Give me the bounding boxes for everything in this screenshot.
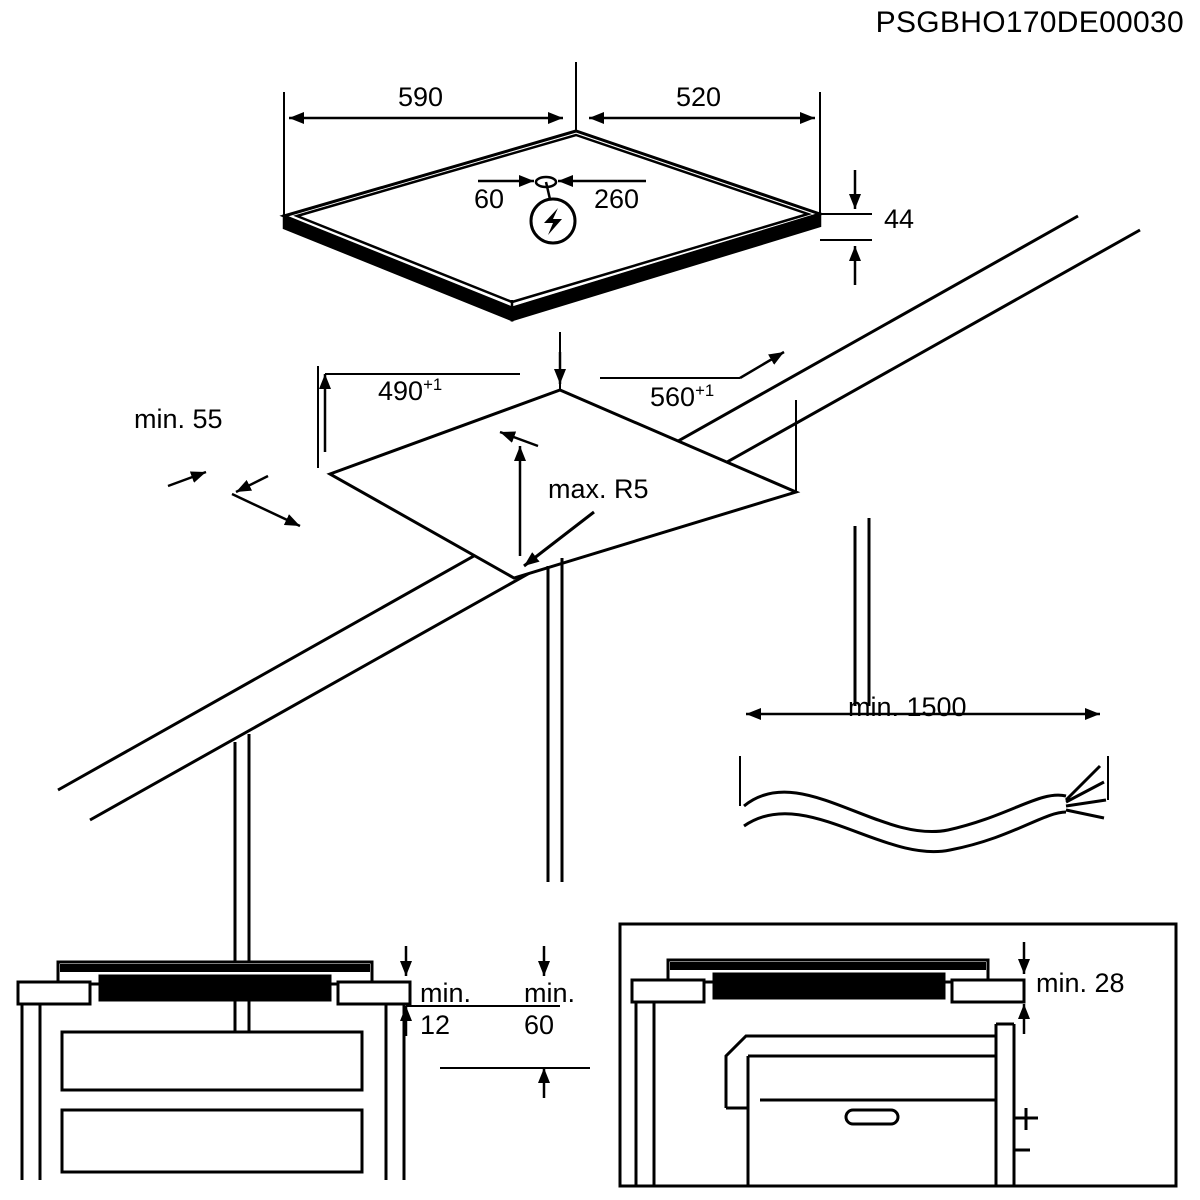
- dim-label-260-offset: 260: [594, 184, 640, 214]
- section-left: [18, 962, 410, 1180]
- dim-label-44: 44: [884, 204, 915, 234]
- dim-label-min-28: min. 28: [1036, 968, 1125, 998]
- dim-label-min-12-word: min.: [420, 978, 472, 1008]
- dim-label-min-1500: min. 1500: [848, 692, 967, 722]
- dim-label-560: $560^{+1}$: [650, 381, 715, 412]
- dim-label-max-r5: max. R5: [548, 474, 649, 504]
- dim-label-520: 520: [676, 82, 722, 112]
- dim-label-60-offset: 60: [474, 184, 505, 214]
- dim-label-590: 590: [398, 82, 444, 112]
- dim-label-min-60-word: min.: [524, 978, 576, 1008]
- dim-label-min-60-value: 60: [524, 1010, 555, 1040]
- dim-label-490: $490^{+1}$: [378, 375, 443, 406]
- document-code: PSGBHO170DE00030: [875, 6, 1184, 39]
- dim-label-min-12-value: 12: [420, 1010, 451, 1040]
- section-right: [620, 924, 1176, 1186]
- dim-label-min-55: min. 55: [134, 404, 223, 434]
- mains-cable: [744, 766, 1106, 852]
